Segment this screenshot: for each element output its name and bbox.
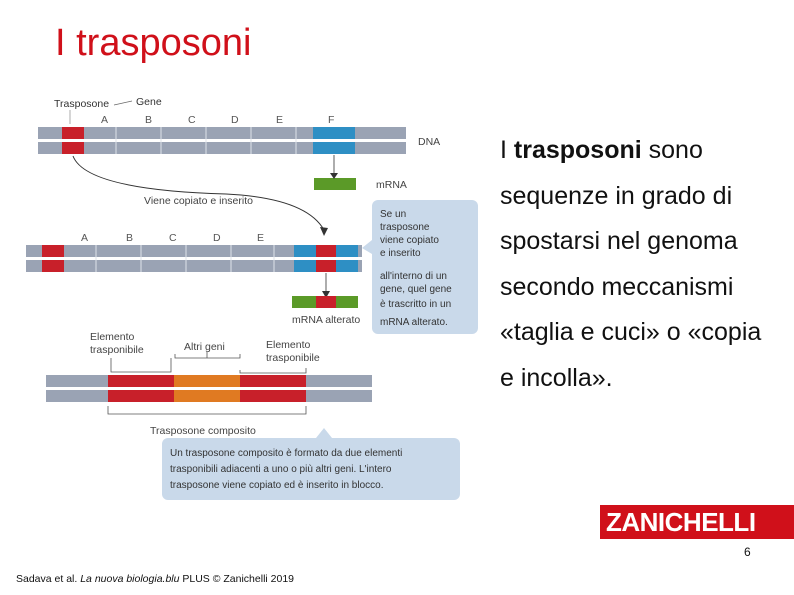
body-rest: sono sequenze in grado di spostarsi nel genoma secondo meccanismi «taglia e cuci» o «copia e incolla». — [500, 136, 762, 392]
gene-letter-d: D — [231, 114, 239, 126]
callout-1 — [362, 200, 478, 334]
gene-letters-top — [101, 114, 334, 126]
gene-letter-a: A — [101, 114, 109, 126]
callout2-line-2: trasponibili adiacenti a uno o più altri geni. L'intero — [170, 464, 392, 475]
label-elemento-left-2: trasponibile — [90, 344, 144, 356]
callout1-line-6: gene, quel gene — [380, 284, 452, 295]
label-elemento-right-2: trasponibile — [266, 352, 320, 364]
logo-text: ZANICHELLI — [606, 507, 756, 537]
gene-letter-a-2: A — [81, 232, 89, 244]
callout1-line-8: mRNA alterato. — [380, 317, 448, 328]
zanichelli-logo — [600, 505, 794, 539]
label-altri-geni: Altri geni — [184, 341, 225, 353]
label-copied: Viene copiato e inserito — [144, 195, 253, 207]
dna-strand-3 — [46, 375, 372, 402]
transposon-figure — [26, 90, 486, 510]
callout1-line-7: è trascritto in un — [380, 299, 452, 310]
label-gene: Gene — [136, 96, 162, 108]
credit-authors: Sadava et al. — [16, 573, 81, 585]
body-prefix: I — [500, 136, 514, 164]
gene-letter-e: E — [276, 114, 284, 126]
gene-letter-b: B — [145, 114, 153, 126]
callout2-line-3: trasposone viene copiato ed è inserito in blocco. — [170, 480, 384, 491]
gene-letters-bottom — [81, 232, 264, 244]
callout1-line-3: viene copiato — [380, 235, 439, 246]
callout1-line-1: Se un — [380, 209, 407, 220]
label-elemento-left-1: Elemento — [90, 331, 135, 343]
body-text — [500, 128, 780, 401]
gene-letter-c: C — [188, 114, 196, 126]
page-number: 6 — [744, 545, 751, 559]
callout1-line-5: all'interno di un — [380, 271, 447, 282]
callout1-line-4: e inserito — [380, 248, 421, 259]
mrna-top — [314, 178, 356, 190]
dna-strand-2 — [26, 245, 362, 272]
gene-letter-b-2: B — [126, 232, 134, 244]
credit-line — [16, 573, 294, 585]
gene-letter-c-2: C — [169, 232, 177, 244]
label-dna: DNA — [418, 136, 441, 148]
dna-strand-1 — [38, 127, 406, 154]
credit-rest: PLUS © Zanichelli 2019 — [179, 573, 295, 585]
callout-2 — [162, 428, 460, 500]
body-bold-term: trasposoni — [513, 136, 642, 164]
mrna-altered — [292, 296, 358, 308]
callout2-line-1: Un trasposone composito è formato da due elementi — [170, 448, 403, 459]
label-trasposone: Trasposone — [54, 98, 110, 110]
callout1-line-2: trasposone — [380, 222, 430, 233]
gene-letter-f: F — [328, 114, 335, 126]
label-composite: Trasposone composito — [150, 425, 256, 437]
label-mrna-altered: mRNA alterato — [292, 314, 361, 326]
credit-book: La nuova biologia.blu — [80, 573, 180, 585]
slide-title: I trasposoni — [55, 22, 252, 64]
gene-letter-e-2: E — [257, 232, 265, 244]
label-elemento-right-1: Elemento — [266, 339, 311, 351]
gene-letter-d-2: D — [213, 232, 221, 244]
label-mrna: mRNA — [376, 179, 407, 191]
